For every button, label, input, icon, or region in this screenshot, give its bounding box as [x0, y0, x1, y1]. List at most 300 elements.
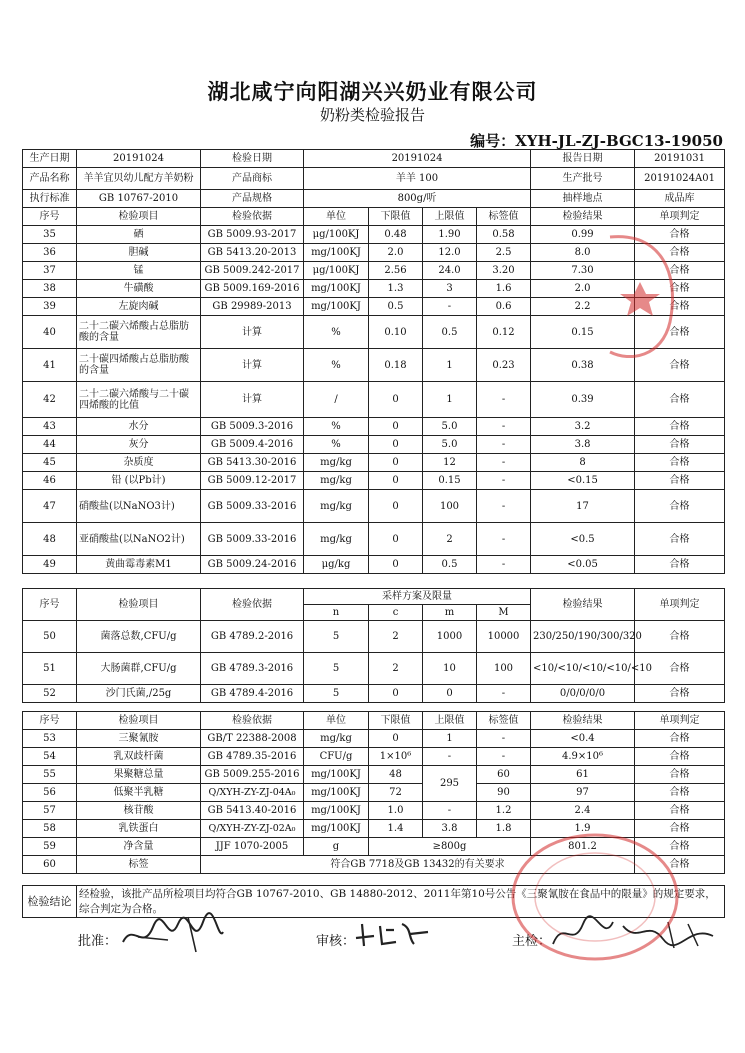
header-cell: n [304, 605, 369, 621]
table-cell: 2.4 [531, 802, 635, 820]
table-row [23, 556, 725, 574]
table-cell: - [477, 523, 531, 556]
info-value: 20191024A01 [635, 168, 725, 190]
table-cell: 0 [369, 472, 423, 490]
table-row [23, 436, 725, 454]
header-cell: 检验结果 [531, 589, 635, 621]
table-cell: GB 29989-2013 [201, 298, 304, 316]
table-cell: 1.3 [369, 280, 423, 298]
table-cell: 合格 [635, 436, 725, 454]
table-cell: 2.0 [531, 280, 635, 298]
table-cell: 53 [23, 730, 77, 748]
table-cell: 0.15 [531, 316, 635, 349]
approve-label: 批准： [78, 934, 118, 949]
table-cell: μg/100KJ [304, 262, 369, 280]
table-cell: 5.0 [423, 436, 477, 454]
table-cell: - [477, 490, 531, 523]
table-cell: 1.2 [477, 802, 531, 820]
reviewer-signature [352, 918, 432, 950]
table-cell: - [477, 382, 531, 418]
item-name: 亚硝酸盐(以NaNO2计) [77, 523, 201, 556]
table-cell: 3.20 [477, 262, 531, 280]
header-cell: 单位 [304, 208, 369, 226]
item-name: 牛磺酸 [77, 280, 201, 298]
info-value: 20191031 [635, 150, 725, 168]
table-cell: 3.8 [531, 436, 635, 454]
info-key: 生产日期 [23, 150, 77, 168]
table-cell: 2.2 [531, 298, 635, 316]
table-cell: GB 5009.12-2017 [201, 472, 304, 490]
table-cell: 59 [23, 838, 77, 856]
table-cell: 41 [23, 349, 77, 382]
table-cell: - [477, 418, 531, 436]
table-cell: 合格 [635, 418, 725, 436]
table-row [23, 653, 725, 685]
table-row [23, 589, 725, 605]
table-cell: 合格 [635, 653, 725, 685]
table-cell: JJF 1070-2005 [201, 838, 304, 856]
table-cell: 45 [23, 454, 77, 472]
table-cell: 5 [304, 653, 369, 685]
table-row [23, 454, 725, 472]
table-cell: 1000 [423, 621, 477, 653]
item-name: 硒 [77, 226, 201, 244]
table-cell: 0 [369, 730, 423, 748]
item-name: 果聚糖总量 [77, 766, 201, 784]
table-cell: GB 5009.33-2016 [201, 523, 304, 556]
item-name: 核苷酸 [77, 802, 201, 820]
item-name: 标签 [77, 856, 201, 874]
table-cell: 46 [23, 472, 77, 490]
table-cell: 100 [423, 490, 477, 523]
table-cell: % [304, 349, 369, 382]
table-cell: 合格 [635, 748, 725, 766]
table-row [23, 190, 725, 208]
table-cell: mg/100KJ [304, 820, 369, 838]
table-row [23, 748, 725, 766]
header-cell: 检验结果 [531, 712, 635, 730]
table-cell: 合格 [635, 556, 725, 574]
item-name: 二十二碳六烯酸与二十碳四烯酸的比值 [77, 382, 201, 418]
result-cell: <10/<10/<10/<10/<10 [531, 653, 635, 685]
info-key: 检验日期 [201, 150, 304, 168]
table-row [23, 382, 725, 418]
table-cell: 1.8 [477, 820, 531, 838]
table-cell: 合格 [635, 685, 725, 703]
table-cell: 1.9 [531, 820, 635, 838]
header-cell: 检验项目 [77, 712, 201, 730]
table-cell: 0.18 [369, 349, 423, 382]
table-cell: GB 5009.255-2016 [201, 766, 304, 784]
table-cell: 60 [23, 856, 77, 874]
table-cell: 36 [23, 244, 77, 262]
info-value: 800g/听 [304, 190, 531, 208]
table-cell: 0 [369, 382, 423, 418]
info-value: 羊羊宜贝幼儿配方羊奶粉 [77, 168, 201, 190]
table-cell: 合格 [635, 382, 725, 418]
inspect-label: 主检： [512, 934, 552, 949]
table-cell: 0.58 [477, 226, 531, 244]
table-cell: 0 [369, 685, 423, 703]
table-cell: 符合GB 7718及GB 13432的有关要求 [201, 856, 635, 874]
table-cell: 合格 [635, 349, 725, 382]
table-cell: 2 [369, 653, 423, 685]
table-cell: 0.12 [477, 316, 531, 349]
table-cell: - [477, 730, 531, 748]
table-row [23, 685, 725, 703]
table-cell: 3.2 [531, 418, 635, 436]
table-cell: <0.5 [531, 523, 635, 556]
table-cell: 10 [423, 653, 477, 685]
table-cell: GB 5009.3-2016 [201, 418, 304, 436]
item-name: 三聚氰胺 [77, 730, 201, 748]
table-cell: GB 5009.24-2016 [201, 556, 304, 574]
table-cell: <0.15 [531, 472, 635, 490]
table-cell: 合格 [635, 226, 725, 244]
header-cell: 采样方案及限量 [304, 589, 531, 605]
table-cell: 0 [369, 490, 423, 523]
table-cell: GB 4789.2-2016 [201, 621, 304, 653]
table-cell: 7.30 [531, 262, 635, 280]
table-cell: 4.9×10⁶ [531, 748, 635, 766]
table-cell: μg/100KJ [304, 226, 369, 244]
header-cell: 上限值 [423, 208, 477, 226]
table-cell: 计算 [201, 382, 304, 418]
item-name: 左旋肉碱 [77, 298, 201, 316]
table-cell: 12 [423, 454, 477, 472]
item-name: 胆碱 [77, 244, 201, 262]
item-name: 净含量 [77, 838, 201, 856]
table-cell: μg/kg [304, 556, 369, 574]
table-cell: 合格 [635, 523, 725, 556]
table-cell: GB 5009.4-2016 [201, 436, 304, 454]
table-cell: 48 [23, 523, 77, 556]
table-cell: 菌落总数,CFU/g [77, 621, 201, 653]
table-cell: 0.38 [531, 349, 635, 382]
table-cell: GB 5009.169-2016 [201, 280, 304, 298]
table-cell: 3 [423, 280, 477, 298]
table-cell: 合格 [635, 280, 725, 298]
result-cell: 230/250/190/300/320 [531, 621, 635, 653]
table-row [23, 168, 725, 190]
approver-signature [118, 912, 228, 957]
table-cell: 43 [23, 418, 77, 436]
table-cell: / [304, 382, 369, 418]
table-cell: 54 [23, 748, 77, 766]
info-value: 成品库 [635, 190, 725, 208]
table-cell: 60 [477, 766, 531, 784]
table-cell: 47 [23, 490, 77, 523]
table-cell: 沙门氏菌,/25g [77, 685, 201, 703]
item-name: 铅 (以Pb计) [77, 472, 201, 490]
table-row [23, 472, 725, 490]
table-cell: mg/100KJ [304, 784, 369, 802]
table-cell: 1.0 [369, 802, 423, 820]
table-cell: 0.39 [531, 382, 635, 418]
table-cell: 55 [23, 766, 77, 784]
header-cell: 单项判定 [635, 712, 725, 730]
table-cell: 合格 [635, 454, 725, 472]
table-row [23, 621, 725, 653]
table-cell: mg/100KJ [304, 244, 369, 262]
header-cell: 检验项目 [77, 208, 201, 226]
item-name: 低聚半乳糖 [77, 784, 201, 802]
table-cell: 48 [369, 766, 423, 784]
header-cell: 下限值 [369, 208, 423, 226]
table-cell: mg/kg [304, 523, 369, 556]
header-cell: 标签值 [477, 712, 531, 730]
table-cell: - [477, 685, 531, 703]
table-cell: 5.0 [423, 418, 477, 436]
header-cell: 单项判定 [635, 208, 725, 226]
conclusion-label: 检验结论 [23, 886, 77, 918]
info-key: 产品名称 [23, 168, 77, 190]
conclusion-text: 经检验，该批产品所检项目均符合GB 10767-2010、GB 14880-2012、2011年第10号公告《三聚氰胺在食品中的限量》的规定要求，综合判定为合格。 [77, 886, 725, 918]
item-name: 硝酸盐(以NaNO3计) [77, 490, 201, 523]
table-cell: 0.15 [423, 472, 477, 490]
info-value: 20191024 [77, 150, 201, 168]
table-cell: 0 [369, 556, 423, 574]
table-row [23, 208, 725, 226]
table-cell: 8 [531, 454, 635, 472]
table-cell: Q/XYH-ZY-ZJ-04A₀ [201, 784, 304, 802]
table-cell: 5 [304, 685, 369, 703]
table-cell: 52 [23, 685, 77, 703]
table-cell: 大肠菌群,CFU/g [77, 653, 201, 685]
table-cell: 合格 [635, 244, 725, 262]
table-cell: - [423, 802, 477, 820]
table-cell: GB 5009.242-2017 [201, 262, 304, 280]
table-cell: GB 4789.35-2016 [201, 748, 304, 766]
table-cell: 合格 [635, 784, 725, 802]
info-key: 产品商标 [201, 168, 304, 190]
table-cell: 24.0 [423, 262, 477, 280]
report-title: 奶粉类检验报告 [319, 106, 425, 124]
item-name: 乳双歧杆菌 [77, 748, 201, 766]
table-cell: 2.5 [477, 244, 531, 262]
header-cell: 单位 [304, 712, 369, 730]
table-cell: 1.90 [423, 226, 477, 244]
header-cell: 单项判定 [635, 589, 725, 621]
table-cell: 0.5 [423, 316, 477, 349]
item-name: 乳铁蛋白 [77, 820, 201, 838]
table-cell: 0.10 [369, 316, 423, 349]
header-cell: M [477, 605, 531, 621]
header-cell: 检验依据 [201, 589, 304, 621]
table-cell: mg/kg [304, 730, 369, 748]
table-cell: 40 [23, 316, 77, 349]
table-cell: <0.05 [531, 556, 635, 574]
table-cell: 0 [423, 685, 477, 703]
table-cell: 0 [369, 454, 423, 472]
table-cell: 42 [23, 382, 77, 418]
table-cell: 17 [531, 490, 635, 523]
table-cell: CFU/g [304, 748, 369, 766]
table-cell: 2.56 [369, 262, 423, 280]
table-cell: % [304, 418, 369, 436]
table-cell: GB 5009.93-2017 [201, 226, 304, 244]
table-cell: 0.6 [477, 298, 531, 316]
item-name: 灰分 [77, 436, 201, 454]
header-cell: 标签值 [477, 208, 531, 226]
header-cell: 序号 [23, 208, 77, 226]
header-cell: 上限值 [423, 712, 477, 730]
table-cell: GB 5009.33-2016 [201, 490, 304, 523]
table-cell: Q/XYH-ZY-ZJ-02A₀ [201, 820, 304, 838]
table-cell: mg/100KJ [304, 298, 369, 316]
table-cell: ≥800g [369, 838, 531, 856]
header-cell: 下限值 [369, 712, 423, 730]
review-label: 审核： [316, 934, 356, 949]
table-cell: 计算 [201, 349, 304, 382]
table-cell: mg/kg [304, 454, 369, 472]
table-cell: 97 [531, 784, 635, 802]
table-row [23, 418, 725, 436]
info-value: 20191024 [304, 150, 531, 168]
table-cell: 合格 [635, 621, 725, 653]
report-number: 编号：XYH-JL-ZJ-BGC13-19050 [470, 132, 723, 150]
header-cell: 检验依据 [201, 208, 304, 226]
table-cell: 0.5 [369, 298, 423, 316]
table-cell: 49 [23, 556, 77, 574]
table-row [23, 712, 725, 730]
table-row [23, 766, 725, 784]
table-cell: 44 [23, 436, 77, 454]
table-cell: 1×10⁶ [369, 748, 423, 766]
table-cell: - [477, 556, 531, 574]
info-key: 产品规格 [201, 190, 304, 208]
table-cell: 12.0 [423, 244, 477, 262]
table-cell: 72 [369, 784, 423, 802]
table-cell: % [304, 436, 369, 454]
table-cell: 0.99 [531, 226, 635, 244]
table-cell: 35 [23, 226, 77, 244]
table-cell: 1 [423, 349, 477, 382]
company-name: 湖北咸宁向阳湖兴兴奶业有限公司 [207, 79, 538, 104]
table-cell: mg/100KJ [304, 802, 369, 820]
table-cell: 39 [23, 298, 77, 316]
table-cell: - [477, 748, 531, 766]
item-name: 杂质度 [77, 454, 201, 472]
table-cell: GB 5413.20-2013 [201, 244, 304, 262]
table-cell: 0.23 [477, 349, 531, 382]
table-cell: 51 [23, 653, 77, 685]
table-cell: mg/100KJ [304, 280, 369, 298]
header-cell: 序号 [23, 712, 77, 730]
company-seal-stamp [505, 822, 685, 962]
table-row [23, 802, 725, 820]
info-key: 抽样地点 [531, 190, 635, 208]
header-cell: 序号 [23, 589, 77, 621]
table-cell: 3.8 [423, 820, 477, 838]
table-cell: 合格 [635, 316, 725, 349]
table-row [23, 150, 725, 168]
table-cell: mg/kg [304, 472, 369, 490]
header-cell: c [369, 605, 423, 621]
table-cell: 合格 [635, 298, 725, 316]
micro-table [22, 588, 725, 703]
item-name: 黄曲霉毒素M1 [77, 556, 201, 574]
table-cell: % [304, 316, 369, 349]
table-cell: 57 [23, 802, 77, 820]
table-cell: mg/100KJ [304, 766, 369, 784]
table-cell: 合格 [635, 820, 725, 838]
table-cell: 801.2 [531, 838, 635, 856]
table-cell: 1 [423, 730, 477, 748]
header-cell: m [423, 605, 477, 621]
table-cell: 56 [23, 784, 77, 802]
table-cell: 2 [369, 621, 423, 653]
info-key: 生产批号 [531, 168, 635, 190]
table-cell: 2.0 [369, 244, 423, 262]
inspection-seal-stamp [600, 232, 680, 362]
table-cell: 295 [423, 766, 477, 802]
table-row [23, 523, 725, 556]
table-cell: 0 [369, 523, 423, 556]
item-name: 二十二碳六烯酸占总脂肪酸的含量 [77, 316, 201, 349]
table-cell: 合格 [635, 730, 725, 748]
table-cell: mg/kg [304, 490, 369, 523]
table-cell: GB 5413.40-2016 [201, 802, 304, 820]
info-value: 羊羊 100 [304, 168, 531, 190]
table-cell: - [477, 454, 531, 472]
table-cell: - [423, 748, 477, 766]
table-cell: <0.4 [531, 730, 635, 748]
table-cell: 58 [23, 820, 77, 838]
item-name: 水分 [77, 418, 201, 436]
table-cell: 0.48 [369, 226, 423, 244]
info-key: 执行标准 [23, 190, 77, 208]
table-cell: 1 [423, 382, 477, 418]
table-cell: 0.5 [423, 556, 477, 574]
item-name: 二十碳四烯酸占总脂肪酸的含量 [77, 349, 201, 382]
table-cell: 5 [304, 621, 369, 653]
info-value: GB 10767-2010 [77, 190, 201, 208]
table-cell: 合格 [635, 802, 725, 820]
info-key: 报告日期 [531, 150, 635, 168]
header-cell: 检验项目 [77, 589, 201, 621]
header-cell: 检验依据 [201, 712, 304, 730]
table-cell: - [423, 298, 477, 316]
table-cell: 90 [477, 784, 531, 802]
table-cell: 合格 [635, 766, 725, 784]
table-row [23, 784, 725, 802]
table-cell: GB 4789.3-2016 [201, 653, 304, 685]
table-cell: 合格 [635, 262, 725, 280]
table-cell: 计算 [201, 316, 304, 349]
table-row [23, 730, 725, 748]
table-cell: 61 [531, 766, 635, 784]
table-cell: 38 [23, 280, 77, 298]
table-cell: 10000 [477, 621, 531, 653]
table-cell: 合格 [635, 472, 725, 490]
table-cell: 0 [369, 436, 423, 454]
table-cell: 合格 [635, 856, 725, 874]
table-row [23, 490, 725, 523]
table-cell: 8.0 [531, 244, 635, 262]
table-cell: - [477, 472, 531, 490]
table-cell: GB 5413.30-2016 [201, 454, 304, 472]
table-cell: 37 [23, 262, 77, 280]
table-cell: 1.6 [477, 280, 531, 298]
table-cell: 1.4 [369, 820, 423, 838]
table-cell: 100 [477, 653, 531, 685]
table-cell: 合格 [635, 838, 725, 856]
table-cell: GB/T 22388-2008 [201, 730, 304, 748]
table-cell: 50 [23, 621, 77, 653]
table-cell: 0 [369, 418, 423, 436]
table-cell: GB 4789.4-2016 [201, 685, 304, 703]
